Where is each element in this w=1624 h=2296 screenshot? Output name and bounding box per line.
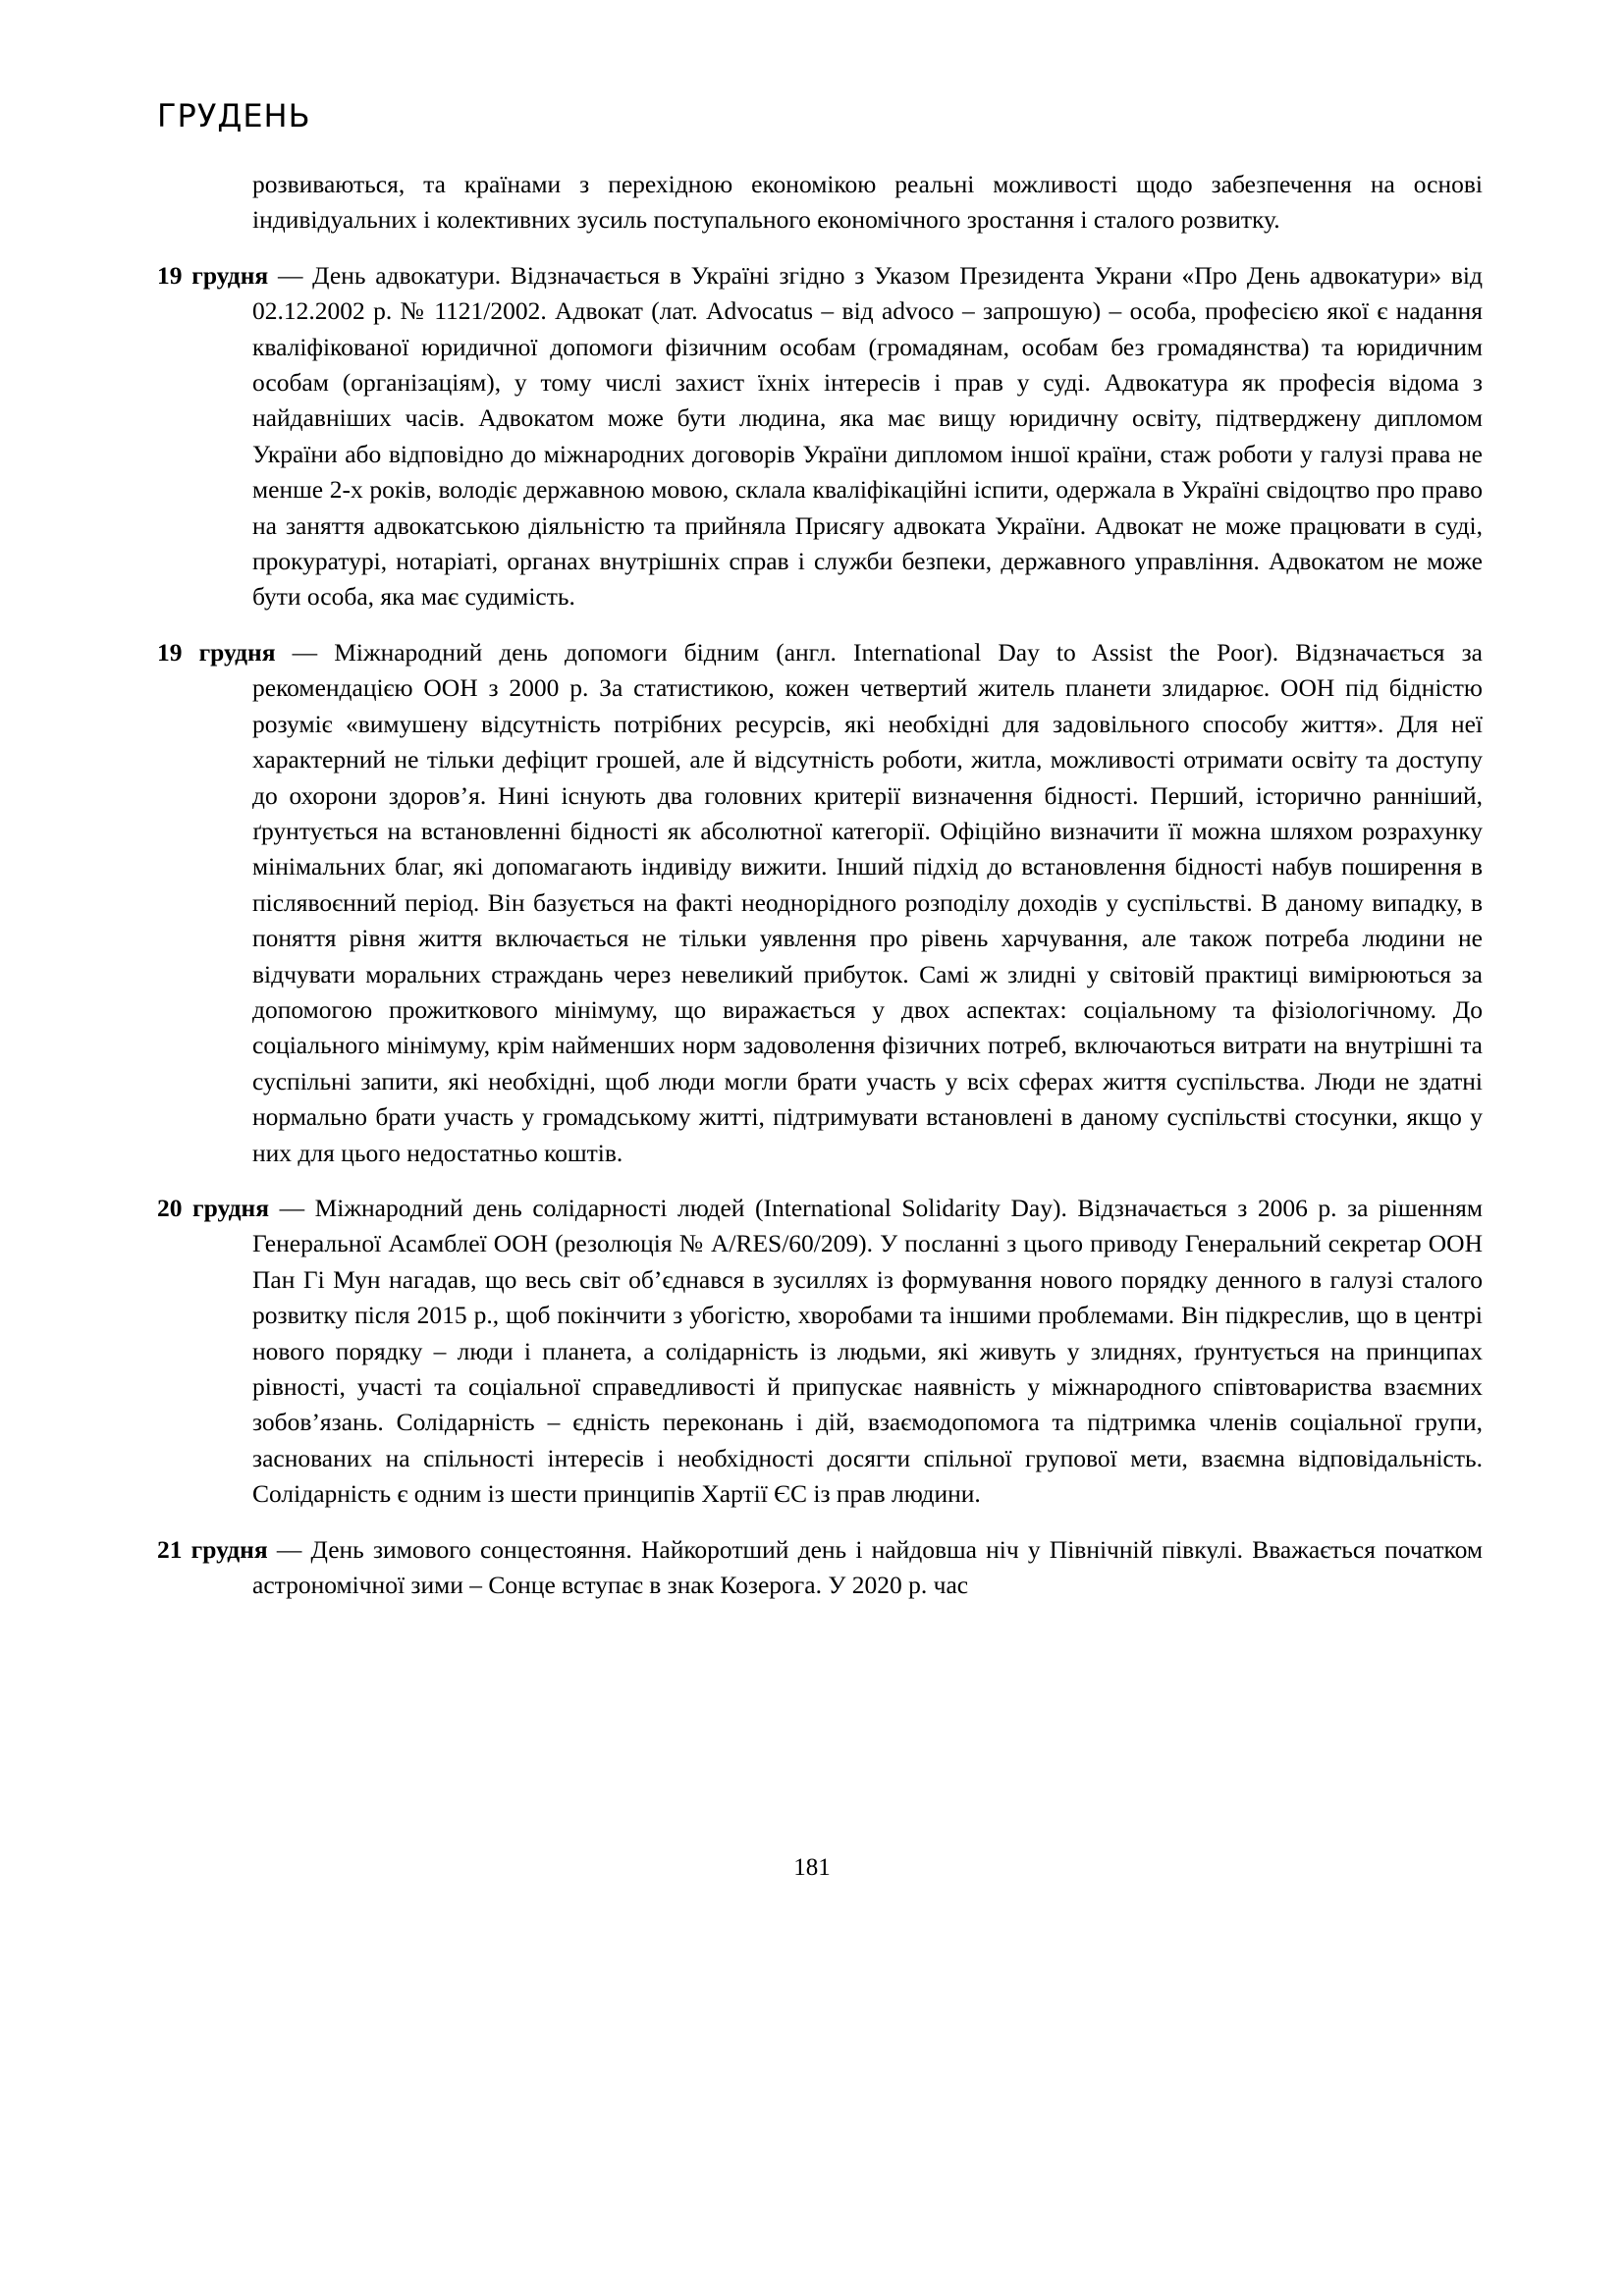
entry-date: 21 грудня bbox=[157, 1534, 268, 1564]
entry-text: Міжнародний день допомоги бідним (англ. International Day to Assist the Poor). Відзначається за рекомендацією ООН з 2000 р. За статистикою, кожен четвертий житель планети злидарює. ООН під бідністю розуміє «вимушену відсутність потрібних ресурсів, які необхідні для задовільного способу життя». Для неї характерний не тільки дефіцит грошей, але й відсутність роботи, житла, можливості отримати освіту та доступу до охорони здоров’я. Нині існують два головних критерії визначення бідності. Перший, історично ранніший, ґрунтується на встановленні бідності як абсолютної категорії. Офіційно визначити її можна шляхом розрахунку мінімальних благ, які допомагають індивіду вижити. Інший підхід до встановлення бідності набув поширення в післявоєнний період. Він базується на факті неоднорідного розподілу доходів у суспільстві. В даному випадку, в поняття рівня життя включається не тільки уявлення про рівень харчування, але також потреба людини не відчувати моральних страждань через невеликий прибуток. Самі ж злидні у світовій практиці вимірюються за допомогою прожиткового мінімуму, що виражається у двох аспектах: соціальному та фізіологічному. До соціального мінімуму, крім найменших норм задоволення фізичних потреб, включаються витрати на внутрішні та суспільні запити, які необхідні, щоб люди могли брати участь у всіх сферах життя суспільства. Люди не здатні нормально брати участь у громадському житті, підтримувати встановлені в даному суспільстві стосунки, якщо у них для цього недостатньо коштів. bbox=[252, 637, 1483, 1167]
entry-separator: — bbox=[267, 1534, 311, 1564]
entry-separator: — bbox=[275, 637, 335, 667]
entry-date: 19 грудня bbox=[157, 637, 276, 667]
entry-separator: — bbox=[269, 1193, 315, 1222]
entry-paragraph bbox=[157, 1191, 1483, 1513]
month-header: ГРУДЕНЬ bbox=[157, 97, 311, 134]
entry-paragraph bbox=[157, 258, 1483, 615]
entry-date: 19 грудня bbox=[157, 260, 269, 290]
entry-date: 20 грудня bbox=[157, 1193, 270, 1222]
page-number: 181 bbox=[793, 1854, 831, 1881]
page-content bbox=[157, 167, 1483, 1623]
entry-separator: — bbox=[268, 260, 313, 290]
entry-paragraph bbox=[157, 635, 1483, 1171]
entry-text: Міжнародний день солідарності людей (International Solidarity Day). Відзначається з 2006 р. за рішенням Генеральної Асамблеї ООН (резолюція № A/RES/60/209). У посланні з цього приводу Генеральний секретар ООН Пан Гі Мун нагадав, що весь світ об’єднався в зусиллях із формування нового порядку денного в галузі сталого розвитку після 2015 р., щоб покінчити з убогістю, хворобами та іншими проблемами. Він підкреслив, що в центрі нового порядку – люди і планета, а солідарність із людьми, які живуть у злиднях, ґрунтується на принципах рівності, участі та соціальної справедливості й припускає наявність у міжнародного співтовариства взаємних зобов’язань. Солідарність – єдність переконань і дій, взаємодопомога та підтримка членів соціальної групи, заснованих на спільності інтересів і необхідності досягти спільної групової мети, взаємна відповідальність. Солідарність є одним із шести принципів Хартії ЄС із прав людини. bbox=[252, 1193, 1483, 1509]
intro-paragraph: розвиваються, та країнами з перехідною економікою реальні можливості щодо забезпечення на основі індивідуальних і колективних зусиль поступального економічного зростання і сталого розвитку. bbox=[252, 170, 1483, 235]
entry-text: День адвокатури. Відзначається в Україні згідно з Указом Президента Украни «Про День адвокатури» від 02.12.2002 р. № 1121/2002. Адвокат (лат. Advocatus – від advoco – запрошую) – особа, професією якої є надання кваліфікованої юридичної допомоги фізичним особам (громадянам, особам без громадянства) та юридичним особам (організаціям), у тому числі захист їхніх інтересів і прав у суді. Адвокатура як професія відома з найдавніших часів. Адвокатом може бути людина, яка має вищу юридичну освіту, підтверджену дипломом України або відповідно до міжнародних договорів України дипломом іншої країни, стаж роботи у галузі права не менше 2-х років, володіє державною мовою, склала кваліфікаційні іспити, одержала в Україні свідоцтво про право на заняття адвокатською діяльністю та прийняла Присягу адвоката України. Адвокат не може працювати в суді, прокуратурі, нотаріаті, органах внутрішніх справ і служби безпеки, державного управління. Адвокатом не може бути особа, яка має судимість. bbox=[252, 260, 1483, 612]
entry-text: День зимового сонцестояння. Найкоротший день і найдовша ніч у Північній півкулі. Вважається початком астрономічної зими – Сонце вступає в знак Козерога. У 2020 р. час bbox=[252, 1534, 1483, 1600]
entry-paragraph bbox=[157, 1532, 1483, 1604]
